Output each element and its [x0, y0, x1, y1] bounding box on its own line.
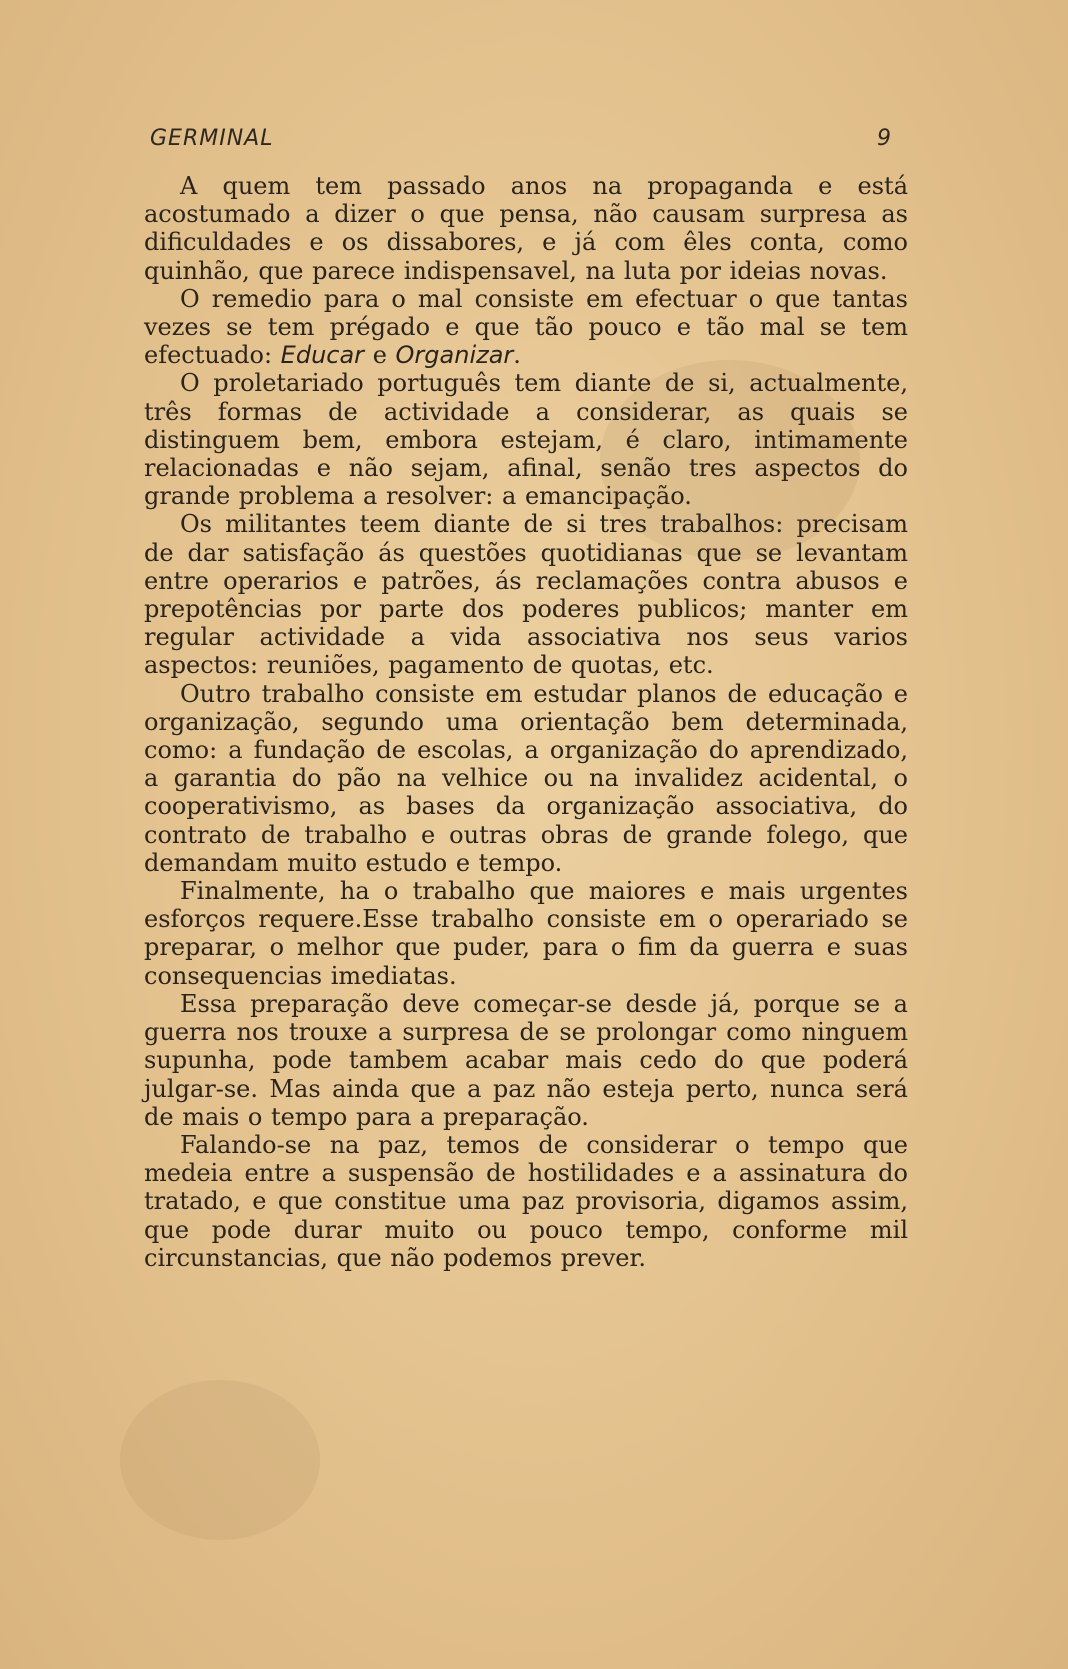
paper-stain — [120, 1380, 320, 1540]
paragraph — [144, 285, 908, 370]
emphasis-organizar: Organizar — [395, 341, 514, 370]
article-body — [144, 172, 908, 1272]
paragraph-text: . — [513, 341, 521, 370]
paragraph: Falando-se na paz, temos de considerar o tempo que medeia entre a suspensão de hostilidades e a assinatura do tratado, e que constitue uma paz provisoria, digamos assim, que pode durar muito ou pouco tempo, conforme mil circunstancias, que não podemos prever. — [144, 1130, 908, 1272]
page-number: 9 — [877, 126, 892, 151]
journal-title: GERMINAL — [150, 126, 274, 151]
paragraph: Finalmente, ha o trabalho que maiores e mais urgentes esforços requere.Esse trabalho consiste em o operariado se preparar, o melhor que puder, para o fim da guerra e suas consequencias imediatas. — [144, 877, 908, 990]
paragraph: Essa preparação deve começar-se desde já, porque se a guerra nos trouxe a surpresa de se prolongar como ninguem supunha, pode tambem acabar mais cedo do que poderá julgar-se. Mas ainda que a paz não esteja perto, nunca será de mais o tempo para a preparação. — [144, 989, 908, 1131]
emphasis-educar: Educar — [280, 341, 365, 370]
paragraph-text: O remedio para o mal consiste em efectuar o que tantas vezes se tem prégado e que tão pouco e tão mal se tem efectuado: — [144, 284, 908, 370]
paragraph: O proletariado português tem diante de si, actualmente, três formas de actividade a considerar, as quais se distinguem bem, embora estejam, é claro, intimamente relacionadas e não sejam, afinal, senão tres aspectos do grande problema a resolver: a emancipação. — [144, 369, 908, 511]
paragraph-text: e — [364, 341, 396, 370]
paragraph: A quem tem passado anos na propaganda e está acostumado a dizer o que pensa, não causam surpresa as dificuldades e os dissabores, e já com êles conta, como quinhão, que parece indispensavel, na luta por ideias novas. — [144, 172, 908, 285]
paragraph: Os militantes teem diante de si tres trabalhos: precisam de dar satisfação ás questões quotidianas que se levantam entre operarios e patrões, ás reclamações contra abusos e prepotências por parte dos poderes publicos; manter em regular actividade a vida associativa nos seus varios aspectos: reuniões, pagamento de quotas, etc. — [144, 510, 908, 680]
running-header — [150, 126, 892, 156]
paragraph: Outro trabalho consiste em estudar planos de educação e organização, segundo uma orientação bem determinada, como: a fundação de escolas, a organização do aprendizado, a garantia do pão na velhice ou na invalidez acidental, o cooperativismo, as bases da organização associativa, do contrato de trabalho e outras obras de grande folego, que demandam muito estudo e tempo. — [144, 679, 908, 877]
